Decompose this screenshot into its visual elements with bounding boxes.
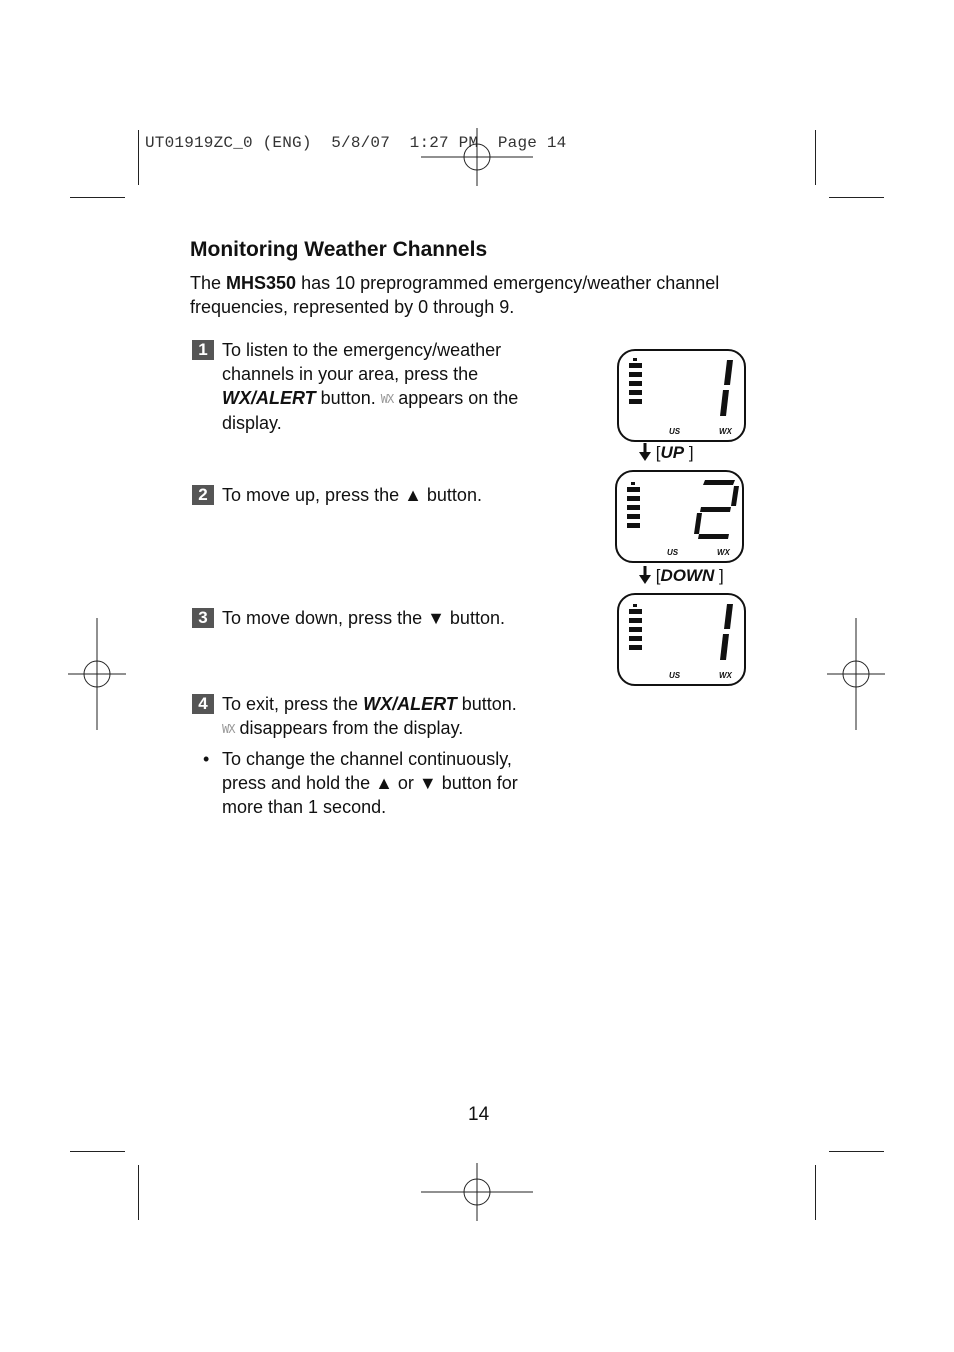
intro-suffix: has 10 preprogrammed emergency/weather channel frequencies, represented by 0 through 9. bbox=[190, 273, 720, 317]
step-text bbox=[222, 338, 572, 435]
bracket: [ bbox=[655, 443, 661, 462]
print-header: UT01919ZC_0 (ENG) 5/8/07 1:27 PM Page 14 bbox=[145, 134, 567, 152]
transition-label: DOWN bbox=[660, 566, 715, 585]
transition-label: UP bbox=[660, 443, 685, 462]
lcd-display-2 bbox=[615, 470, 744, 563]
lcd-display-1 bbox=[617, 349, 746, 442]
wx-indicator: WX bbox=[719, 671, 732, 680]
transition-down bbox=[639, 566, 724, 586]
wx-indicator: WX bbox=[719, 427, 732, 436]
bracket: ] bbox=[719, 566, 724, 585]
step-text-part: disappears from the display. bbox=[234, 718, 464, 738]
registration-mark-left bbox=[68, 618, 126, 730]
wx-display-symbol: WX bbox=[380, 392, 394, 406]
battery-icon bbox=[628, 358, 644, 410]
step-text-part: To exit, press the bbox=[222, 694, 364, 714]
step-number: 2 bbox=[192, 485, 214, 505]
wx-alert-button-label: WX/ALERT bbox=[363, 694, 457, 714]
arrow-down-icon bbox=[639, 443, 651, 461]
wx-alert-button-label: WX/ALERT bbox=[222, 388, 316, 408]
bracket: ] bbox=[688, 443, 694, 462]
intro-prefix: The bbox=[190, 273, 227, 293]
wx-indicator: WX bbox=[717, 548, 730, 557]
us-indicator: US bbox=[669, 427, 681, 436]
registration-mark-top bbox=[421, 128, 533, 186]
transition-up bbox=[639, 443, 694, 463]
segment-digit-one bbox=[711, 602, 741, 662]
step-number: 1 bbox=[192, 340, 214, 360]
registration-mark-bottom bbox=[421, 1163, 533, 1221]
bullet-text: To change the channel continuously, press and hold the ▲ or ▼ button for more than 1 second. bbox=[222, 749, 518, 817]
step-text bbox=[222, 692, 572, 741]
arrow-down-icon bbox=[639, 566, 651, 584]
battery-icon bbox=[628, 604, 644, 656]
page-title: Monitoring Weather Channels bbox=[190, 238, 488, 261]
wx-display-symbol: WX bbox=[222, 722, 235, 736]
battery-icon bbox=[626, 482, 642, 534]
step-text-part: button. bbox=[315, 388, 381, 408]
intro-paragraph bbox=[190, 271, 780, 319]
step-number: 3 bbox=[192, 608, 214, 628]
step-text-part: appears on the display. bbox=[222, 388, 519, 433]
lcd-display-3 bbox=[617, 593, 746, 686]
segment-digit-two bbox=[689, 478, 741, 540]
bracket: [ bbox=[655, 566, 661, 585]
bullet-mark: • bbox=[203, 749, 210, 769]
segment-digit-one bbox=[711, 358, 741, 418]
page-number: 14 bbox=[468, 1104, 490, 1125]
us-indicator: US bbox=[667, 548, 679, 557]
step-number: 4 bbox=[192, 694, 214, 714]
us-indicator: US bbox=[669, 671, 681, 680]
step-text-part: button. bbox=[456, 694, 517, 714]
step-text: To move up, press the ▲ button. bbox=[222, 485, 482, 505]
registration-mark-right bbox=[827, 618, 885, 730]
model-name: MHS350 bbox=[226, 273, 297, 293]
step-text-part: To listen to the emergency/weather channels in your area, press the bbox=[222, 340, 502, 384]
step-text: To move down, press the ▼ button. bbox=[222, 608, 505, 628]
